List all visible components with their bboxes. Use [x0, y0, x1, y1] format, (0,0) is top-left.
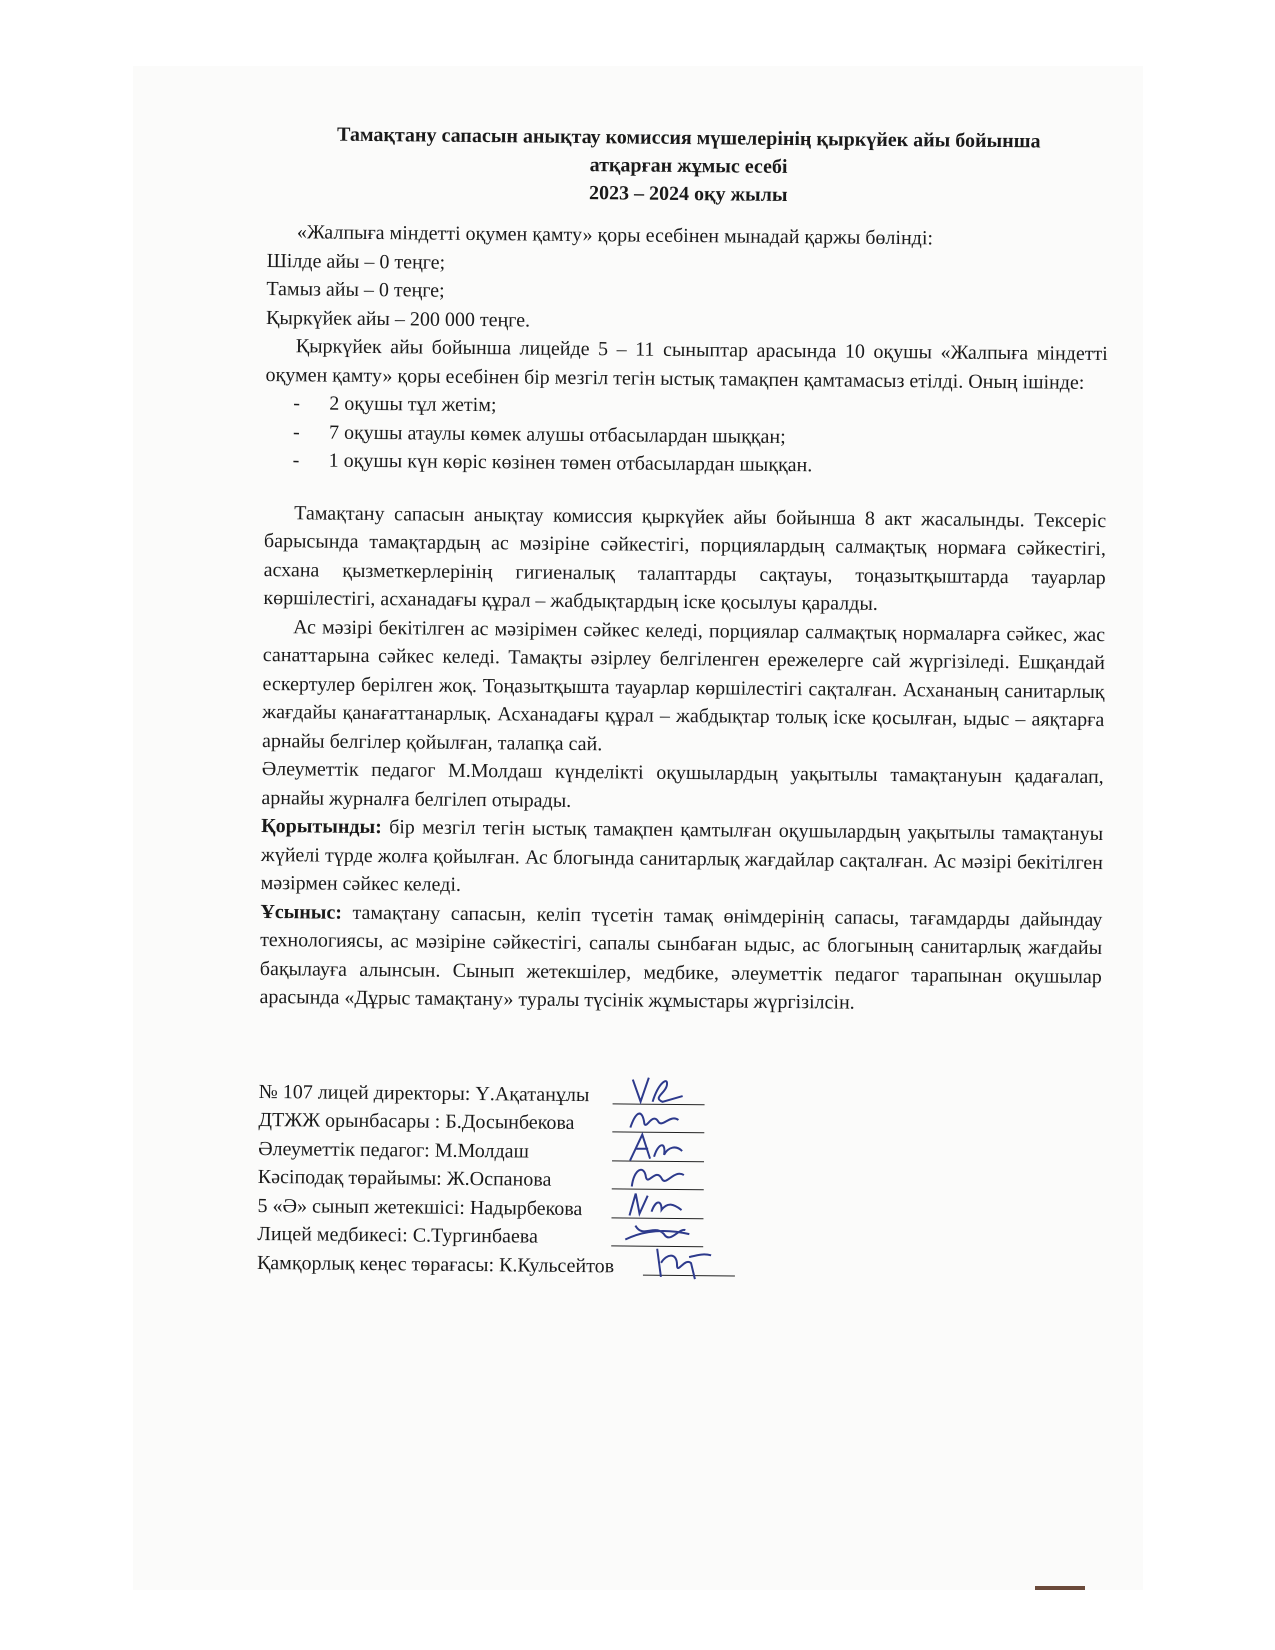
fund-september: Қыркүйек айы – 200 000 теңге. — [265, 306, 531, 332]
fund-july: Шілде айы – 0 теңге; — [266, 249, 446, 274]
students-list — [265, 389, 1108, 483]
intro-paragraph: «Жалпыға міндетті оқумен қамту» қоры есебінен мынадай қаржы бөлінді: — [296, 221, 934, 250]
title-line-2: атқарған жұмыс есебі — [589, 154, 788, 178]
list-dash: - — [292, 420, 300, 443]
document-sheet — [257, 120, 1110, 1285]
scan-edge-mark — [1035, 1586, 1085, 1590]
handwritten-signature-icon — [647, 1242, 717, 1283]
proposal-paragraph — [259, 897, 1102, 1019]
signatory-label: Қамқорлық кеңес төрағасы: К.Кульсейтов — [256, 1251, 615, 1277]
list-dash: - — [293, 392, 301, 415]
fund-august: Тамыз айы – 0 теңге; — [266, 277, 445, 302]
signatory-label: ДТЖЖ орынбасары : Б.Досынбекова — [258, 1108, 575, 1134]
signatures-block — [257, 1077, 1101, 1285]
list-dash: - — [292, 449, 300, 472]
document-title — [267, 120, 1110, 212]
menu-paragraph: Ас мәзірі бекітілген ас мәзірімен сәйкес келеді, порциялар салмақтық нормаларға сәйкес, жас санаттарына сәйкес келеді. Тамақты әзірлеу белгіленген ережелерге сай жүргізіледі. Ешқандай ескертулер берілген жоқ. Тоңазытқышта тауарлар көршілестігі сақталған. Асхананың санитарлық жағдайы қанағаттанарлық. Асханадағы құрал – жабдықтар толық іске қосылған, ыдыс – аяқтарға арнайы белгілер қойылған, талапқа сай. — [261, 615, 1106, 755]
list-item-text: 1 оқушы күн көріс көзінен төмен отбасылардан шыққан. — [328, 449, 813, 477]
signatory-label: Кәсіподақ төрайымы: Ж.Оспанова — [257, 1165, 552, 1191]
signatory-label: 5 «Ә» сынып жетекшісі: Надырбекова — [257, 1194, 583, 1220]
conclusion-paragraph — [261, 812, 1104, 906]
pedagog-paragraph: Әлеуметтік педагог М.Молдаш күнделікті оқушылардың уақытылы тамақтануын қадағалап, арнайы журналға белгілеп отырады. — [261, 757, 1104, 812]
title-line-3: 2023 – 2024 оқу жылы — [588, 182, 788, 206]
proposal-text: тамақтану сапасын, келіп түсетін тамақ өнімдерінің сапасы, тағамдарды дайындау технологиясы, ас мәзіріне сәйкестігі, сапалы сынбаған ыдыс, ас блогының санитарлық жағдайы бақылауға алынсын. Сынып жетекшілер, медбике, әлеуметтік педагог тарапынан оқушылар арасында «Дұрыс тамақтану» туралы түсінік жұмыстары жүргізілсін. — [259, 901, 1103, 1014]
list-item-text: 2 оқушы тұл жетім; — [329, 392, 497, 417]
signatory-label: № 107 лицей директоры: Ү.Ақатанұлы — [258, 1080, 590, 1106]
proposal-label: Ұсыныс: — [260, 900, 343, 924]
list-item-text: 7 оқушы атаулы көмек алушы отбасылардан шыққан; — [328, 421, 786, 448]
conclusion-label: Қорытынды: — [261, 814, 382, 839]
commission-paragraph: Тамақтану сапасын анықтау комиссия қыркүйек айы бойынша 8 акт жасалынды. Тексеріс барысында тамақтардың ас мәзіріне сәйкестігі, порциялардың салмақтық нормаға сәйкестігі, асхана қызметкерлерінің гигиеналық талаптарды сақтауы, тоңазытқыштарда тауарлар көршілестігі, асханадағы құрал – жабдықтардың іске қосылуы қаралды. — [263, 501, 1107, 615]
title-line-1: Тамақтану сапасын анықтау комиссия мүшелерінің қыркүйек айы бойынша — [336, 123, 1041, 153]
signatory-label: Лицей медбикесі: С.Тургинбаева — [257, 1222, 539, 1248]
signatory-label: Әлеуметтік педагог: М.Молдаш — [258, 1137, 530, 1163]
students-paragraph: Қыркүйек айы бойынша лицейде 5 – 11 сыныптар арасында 10 оқушы «Жалпыға міндетті оқумен қамту» қоры есебінен бір мезгіл тегін ыстық тамақпен қамтамасыз етілді. Оның ішінде: — [265, 335, 1108, 394]
conclusion-text: бір мезгіл тегін ыстық тамақпен қамтылған оқушылардың уақытылы тамақтануы жүйелі түрде жолға қойылған. Ас блогында санитарлық жағдайлар сақталған. Ас мәзірі бекітілген мәзірмен сәйкес келеді. — [260, 816, 1104, 896]
